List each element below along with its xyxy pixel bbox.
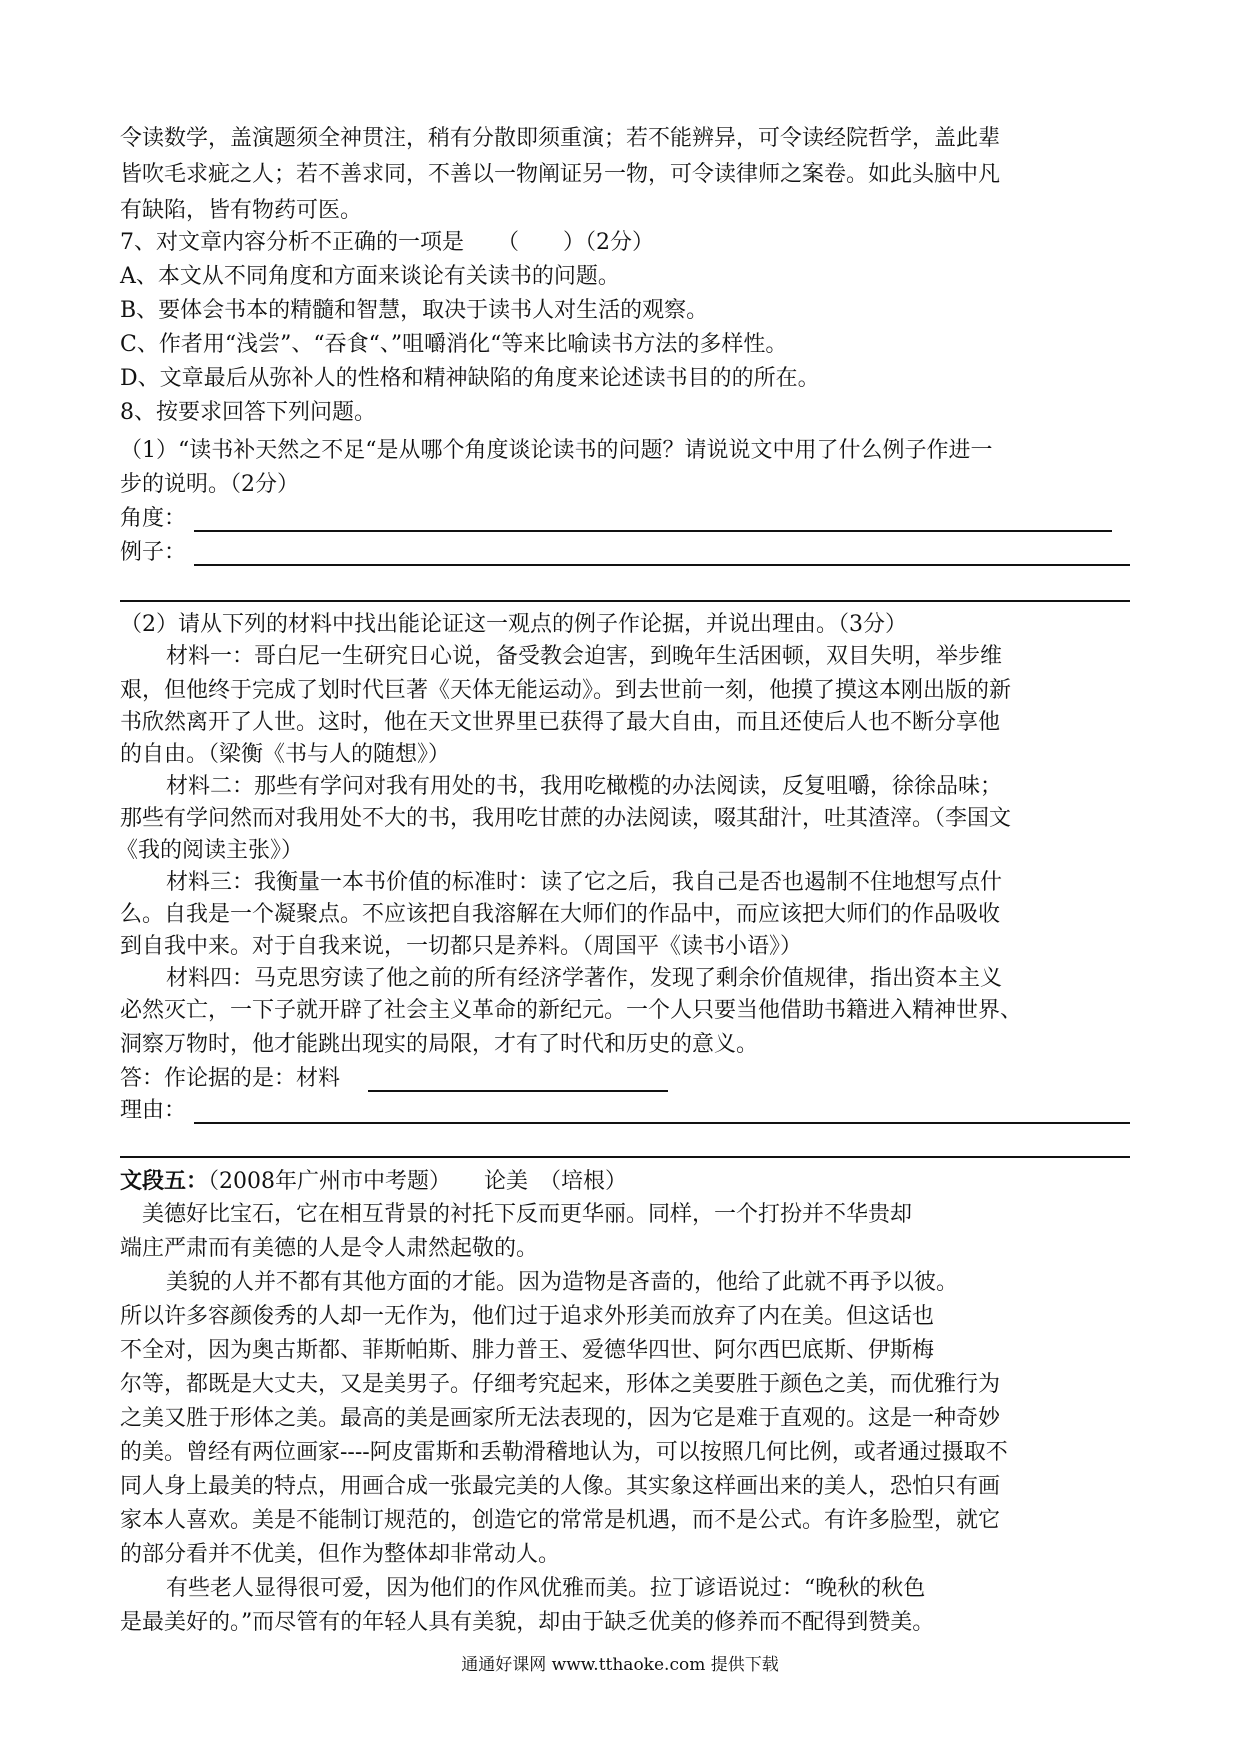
section5-line-6: 尔等，都既是大丈夫，又是美男子。仔细考究起来，形体之美要胜于颜色之美，而优雅行为 bbox=[120, 1372, 1001, 1397]
material-4-line-1: 材料四：马克思穷读了他之前的所有经济学著作，发现了剩余价值规律，指出资本主义 bbox=[166, 966, 1003, 991]
material-1-line-3: 书欣然离开了人世。这时，他在天文世界里已获得了最大自由，而且还使后人也不断分享他 bbox=[120, 710, 1001, 735]
section5-heading bbox=[120, 1170, 627, 1193]
material-3-line-3: 到自我中来。对于自我来说，一切都只是养料。（周国平《读书小语》） bbox=[120, 934, 803, 959]
q7-stem: 7、对文章内容分析不正确的一项是 （ ）（2分） bbox=[120, 230, 654, 255]
q8-sub1-line-2: 步的说明。（2分） bbox=[120, 472, 299, 497]
section5-line-4: 所以许多容颜俊秀的人却一无作为，他们过于追求外形美而放弃了内在美。但这话也 bbox=[120, 1304, 935, 1329]
q8-sub1-line-1: （1）“读书补天然之不足“是从哪个角度谈论读书的问题？请说说文中用了什么例子作进一 bbox=[120, 438, 993, 463]
example-label: 例子： bbox=[120, 540, 187, 565]
q8-sub2-stem: （2）请从下列的材料中找出能论证这一观点的例子作论据，并说出理由。（3分） bbox=[120, 612, 907, 637]
example-answer-line-2[interactable] bbox=[120, 600, 1130, 602]
section5-line-9: 同人身上最美的特点，用画合成一张最完美的人像。其实象这样画出来的美人，恐怕只有画 bbox=[120, 1474, 1001, 1499]
material-2-line-2: 那些有学问然而对我用处不大的书，我用吃甘蔗的办法阅读，啜其甜汁，吐其渣滓。（李国文 bbox=[120, 806, 1012, 831]
section5-line-1: 美德好比宝石，它在相互背景的衬托下反而更华丽。同样，一个打扮并不华贵却 bbox=[142, 1202, 913, 1227]
material-4-line-3: 洞察万物时，他才能跳出现实的局限，才有了时代和历史的意义。 bbox=[120, 1032, 759, 1057]
material-1-line-4: 的自由。（梁衡《书与人的随想》） bbox=[120, 742, 451, 767]
intro-line-1: 令读数学，盖演题须全神贯注，稍有分散即须重演；若不能辨异，可令读经院哲学，盖此辈 bbox=[120, 126, 1001, 151]
section5-line-11: 的部分看并不优美，但作为整体却非常动人。 bbox=[120, 1542, 561, 1567]
angle-label: 角度： bbox=[120, 506, 187, 531]
material-1-line-2: 艰，但他终于完成了划时代巨著《天体无能运动》。到去世前一刻，他摸了摸这本刚出版的新 bbox=[120, 678, 1012, 703]
reason-answer-line[interactable] bbox=[194, 1122, 1130, 1124]
q8-stem: 8、按要求回答下列问题。 bbox=[120, 400, 376, 425]
intro-line-2: 皆吹毛求疵之人；若不善求同，不善以一物阐证另一物，可令读律师之案卷。如此头脑中凡 bbox=[120, 162, 1001, 187]
section5-line-10: 家本人喜欢。美是不能制订规范的，创造它的常常是机遇，而不是公式。有许多脸型，就它 bbox=[120, 1508, 1001, 1533]
section5-line-3: 美貌的人并不都有其他方面的才能。因为造物是吝啬的，他给了此就不再予以彼。 bbox=[166, 1270, 959, 1295]
material-1-line-1: 材料一：哥白尼一生研究日心说，备受教会迫害，到晚年生活困顿，双目失明，举步维 bbox=[166, 644, 1003, 669]
q7-option-c: C、作者用“浅尝”、“吞食“、”咀嚼消化“等来比喻读书方法的多样性。 bbox=[120, 332, 788, 357]
section5-line-13: 是最美好的。”而尽管有的年轻人具有美貌，却由于缺乏优美的修养而不配得到赞美。 bbox=[120, 1610, 935, 1635]
material-answer-line[interactable] bbox=[368, 1090, 668, 1092]
reason-answer-line-2[interactable] bbox=[120, 1156, 1130, 1158]
material-2-line-1: 材料二：那些有学问对我有用处的书，我用吃橄榄的办法阅读，反复咀嚼，徐徐品味； bbox=[166, 774, 1003, 799]
material-2-line-3: 《我的阅读主张》） bbox=[116, 838, 304, 863]
material-3-line-2: 么。自我是一个凝聚点。不应该把自我溶解在大师们的作品中，而应该把大师们的作品吸收 bbox=[120, 902, 1001, 927]
q7-option-b: B、要体会书本的精髓和智慧，取决于读书人对生活的观察。 bbox=[120, 298, 709, 323]
material-4-line-2: 必然灭亡，一下子就开辟了社会主义革命的新纪元。一个人只要当他借助书籍进入精神世界、 bbox=[120, 998, 1023, 1023]
answer-label: 答：作论据的是：材料 bbox=[120, 1066, 341, 1091]
section5-line-2: 端庄严肃而有美德的人是令人肃然起敬的。 bbox=[120, 1236, 539, 1261]
q7-option-d: D、文章最后从弥补人的性格和精神缺陷的角度来论述读书目的的所在。 bbox=[120, 366, 820, 391]
reason-label: 理由： bbox=[120, 1098, 187, 1123]
angle-answer-line[interactable] bbox=[194, 530, 1112, 532]
page-footer: 通通好课网 www.tthaoke.com 提供下载 bbox=[461, 1655, 779, 1675]
section5-heading-rest: （2008年广州市中考题） 论美 （培根） bbox=[208, 1169, 628, 1194]
example-answer-line[interactable] bbox=[194, 564, 1130, 566]
section5-line-5: 不全对，因为奥古斯都、菲斯帕斯、腓力普王、爱德华四世、阿尔西巴底斯、伊斯梅 bbox=[120, 1338, 935, 1363]
section5-line-8: 的美。曾经有两位画家----阿皮雷斯和丢勒滑稽地认为，可以按照几何比例，或者通过摄取不 bbox=[120, 1440, 1008, 1465]
section5-line-12: 有些老人显得很可爱，因为他们的作风优雅而美。拉丁谚语说过：“晚秋的秋色 bbox=[166, 1576, 926, 1601]
intro-line-3: 有缺陷，皆有物药可医。 bbox=[120, 198, 363, 223]
section5-line-7: 之美又胜于形体之美。最高的美是画家所无法表现的，因为它是难于直观的。这是一种奇妙 bbox=[120, 1406, 1001, 1431]
material-3-line-1: 材料三：我衡量一本书价值的标准时：读了它之后，我自己是否也遏制不住地想写点什 bbox=[166, 870, 1003, 895]
section5-label: 文段五： bbox=[120, 1168, 209, 1194]
q7-option-a: A、本文从不同角度和方面来谈论有关读书的问题。 bbox=[120, 264, 620, 289]
